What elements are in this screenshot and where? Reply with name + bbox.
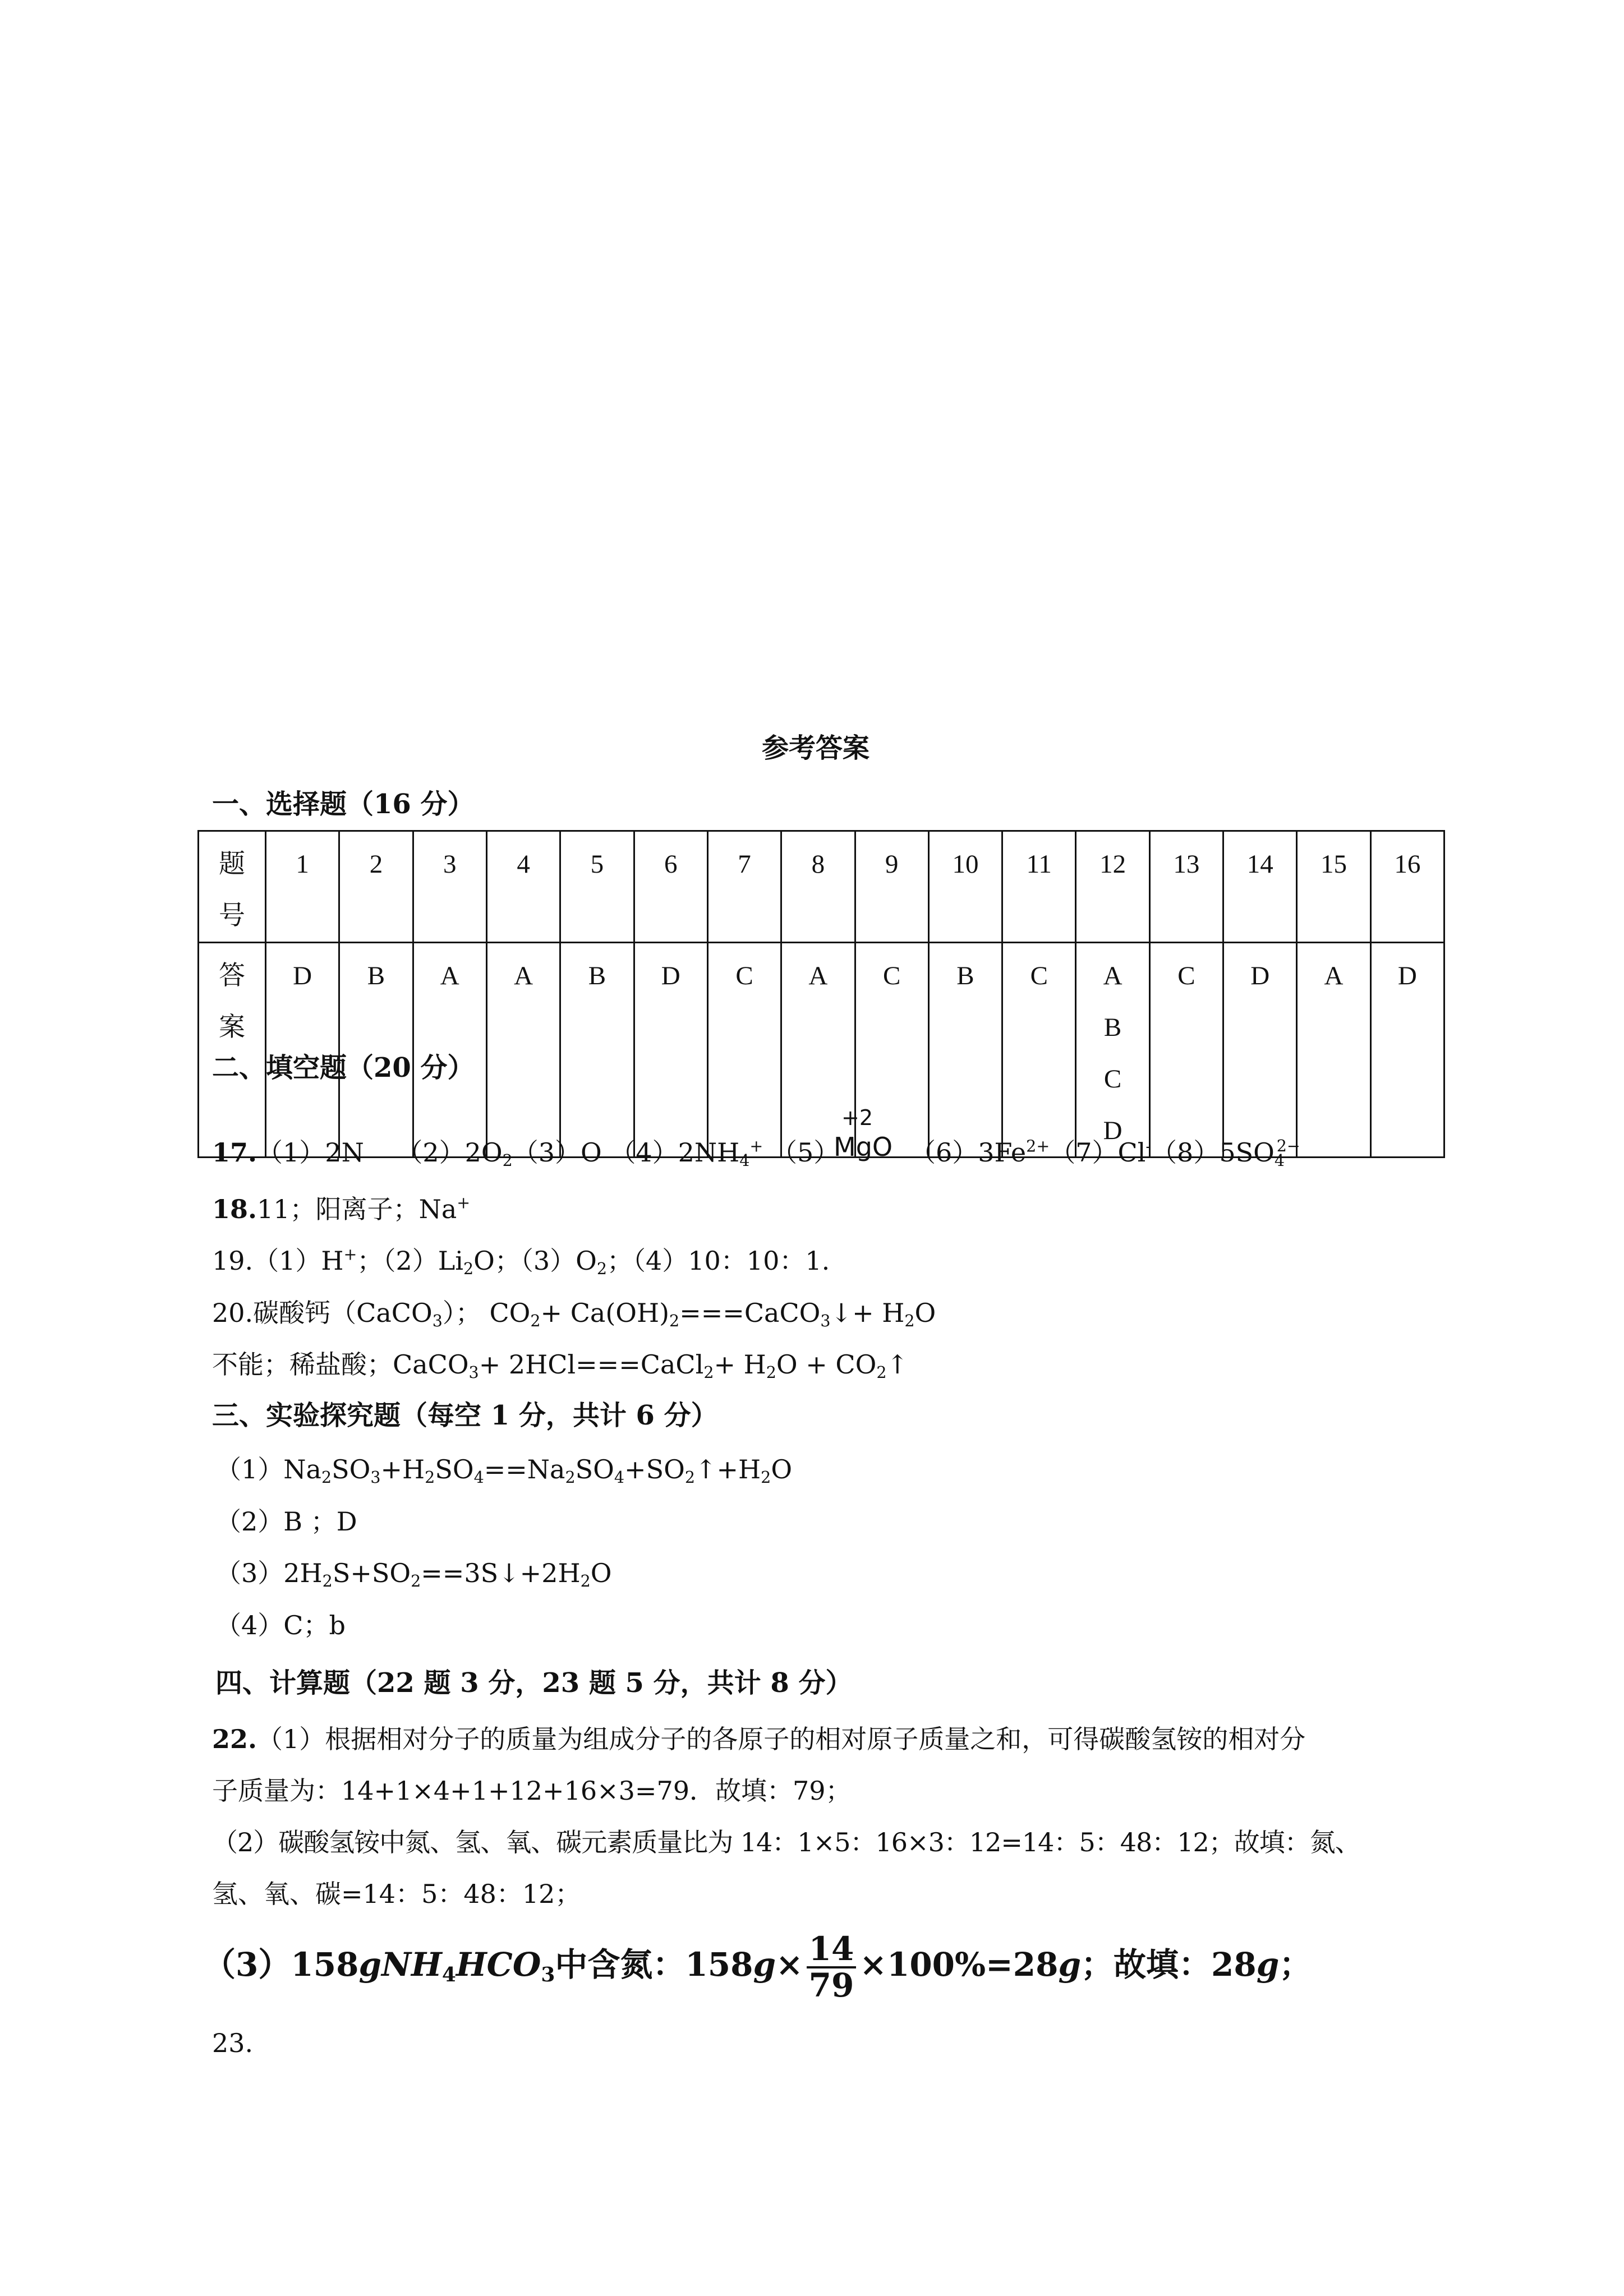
valence-charge: +2 [841,1105,873,1130]
answer-22-line4: 氢、氧、碳=14：5：48：12； [212,1879,581,1909]
wrapped-answer: ABCD [1103,961,1122,1145]
answer-text: ；（2）Li [357,1246,463,1276]
answer-text: + Ca(OH) [540,1298,670,1328]
equation-text: SO [332,1454,371,1484]
section-heading-fill: 二、填空题（20 分） [212,1052,475,1084]
formula-text: ×100%=28 [859,1945,1059,1984]
experiment-2: （2）B ；D [215,1506,357,1537]
unit: g [1256,1945,1280,1984]
equation-text: S+SO [332,1558,411,1588]
answer-text: ↓+ H [830,1298,905,1328]
question-number: 17. [212,1137,257,1168]
experiment-1 [215,1454,793,1487]
row-header-number [199,831,266,943]
answer-text: 11；阳离子；Na [257,1194,457,1224]
equation-text: ==3S↓+2H [421,1558,581,1588]
subscript: 2 [565,1468,576,1487]
subscript: 3 [820,1311,831,1330]
answer-text: O + CO [776,1349,877,1380]
answer-text: 20.碳酸钙（CaCO [212,1298,433,1328]
numerator: 14 [807,1932,857,1968]
table-cell: A [781,943,855,1158]
table-cell: 2 [339,831,413,943]
equation-text: +SO [624,1454,685,1484]
part: （1）2N [257,1137,364,1168]
table-cell: A [486,943,560,1158]
table-cell: 9 [855,831,928,943]
answer-text: ；（4）10：10：1. [607,1246,830,1276]
part: （4）2NH [610,1137,740,1168]
formula-text: HCO [456,1945,541,1984]
answer-text: 19.（1）H [212,1246,344,1276]
subscript: 2 [580,1571,591,1590]
table-cell: D [1370,943,1444,1158]
answer-text: O [914,1298,936,1328]
row-header-text: 答案 [219,961,245,1042]
table-cell: C [1002,943,1076,1158]
answer-text: O；（3）O [473,1246,597,1276]
subscript: 2 [502,1151,513,1170]
table-cell: B [339,943,413,1158]
section-heading-choice: 一、选择题（16 分） [212,789,475,820]
equation-text: SO [575,1454,614,1484]
part: （8）5SO [1151,1137,1275,1168]
subscript: 2 [463,1259,474,1278]
answer-22-line3: （2）碳酸氢铵中氮、氢、氧、碳元素质量比为 14：1×5：16×3：12=14：5：48：12；故填：氮、 [212,1827,1360,1857]
table-cell: 1 [266,831,339,943]
formula-text: × [776,1945,803,1984]
answer-20-line1 [212,1298,936,1330]
page-title: 参考答案 [762,732,870,764]
question-number: 18. [212,1194,257,1224]
subscript: 2 [684,1468,695,1487]
formula-text: NH [381,1945,442,1984]
formula-text: ；故填：28 [1081,1945,1257,1984]
answer-17 [212,1137,840,1170]
answer-text: 不能；稀盐酸；CaCO [212,1349,469,1380]
answer-20-line2 [212,1349,909,1382]
subscript: 3 [468,1363,479,1382]
equation-text: （1）Na [215,1454,321,1484]
formula-text: 中含氮：158 [555,1945,753,1984]
fraction [807,1932,857,2003]
subscript: 2 [766,1363,776,1382]
formula-text: （3）158 [203,1945,359,1984]
subscript: 4 [739,1151,750,1170]
table-cell: 7 [707,831,781,943]
table-cell: B [928,943,1002,1158]
subscript: 3 [432,1311,443,1330]
equation-text: （3）2H [215,1558,323,1588]
subscript: 3 [370,1468,381,1487]
answer-text: + 2HCl===CaCl [479,1349,704,1380]
subscript: 2 [596,1259,607,1278]
table-cell: 14 [1223,831,1297,943]
answer-text: ===CaCO [679,1298,821,1328]
section-heading-calculation: 四、计算题（22 题 3 分，23 题 5 分，共计 8 分） [215,1667,853,1699]
answer-17-continued [910,1137,1300,1170]
table-cell: 12 [1076,831,1149,943]
table-cell: B [560,943,634,1158]
table-cell: A [1297,943,1370,1158]
equation-text: O [590,1558,612,1588]
subscript: 2 [703,1363,714,1382]
table-cell: C [1149,943,1223,1158]
table-cell: D [266,943,339,1158]
superscript: + [457,1193,471,1212]
row-header-answer [199,943,266,1158]
equation-text: ==Na [484,1454,565,1484]
table-cell: 15 [1297,831,1370,943]
part: （7）Cl [1050,1137,1146,1168]
table-cell: 16 [1370,831,1444,943]
table-row [199,831,1444,943]
superscript: + [749,1137,763,1156]
subscript: 2 [876,1363,887,1382]
denominator: 79 [808,1966,854,2004]
superscript: 2− [1276,1137,1300,1156]
answer-text: ）； CO [442,1298,531,1328]
superscript: 2+ [1026,1137,1050,1156]
question-number: 22. [212,1724,257,1754]
table-cell: D [1223,943,1297,1158]
subscript: 2 [761,1468,771,1487]
answer-22-line2: 子质量为：14+1×4+1+12+16×3=79．故填：79； [212,1776,852,1806]
table-cell: 13 [1149,831,1223,943]
superscript: + [343,1245,357,1264]
unit: g [753,1945,776,1984]
experiment-3 [215,1558,612,1590]
answer-23: 23. [212,2028,254,2058]
part: （2）2O [397,1137,503,1168]
table-cell: C [707,943,781,1158]
part: （5） [771,1137,840,1168]
row-header-text: 题号 [219,850,245,930]
table-cell: D [634,943,707,1158]
table-cell: 6 [634,831,707,943]
table-cell: 3 [413,831,486,943]
equation-text: O [771,1454,793,1484]
table-cell: C [855,943,928,1158]
equation-text: +H [380,1454,425,1484]
subscript: 4 [441,1963,456,1987]
subscript: 2 [425,1468,435,1487]
subscript: 2 [669,1311,680,1330]
answer-text: （1）根据相对分子的质量为组成分子的各原子的相对原子质量之和，可得碳酸氢铵的相对分 [257,1724,1306,1754]
experiment-4: （4）C；b [215,1610,346,1640]
table-cell: 11 [1002,831,1076,943]
answer-22-line5 [203,1928,1312,2003]
answer-22-line1 [212,1726,1305,1752]
table-cell: 10 [928,831,1002,943]
section-heading-experiment: 三、实验探究题（每空 1 分，共计 6 分） [212,1400,718,1431]
part: （6）3Fe [910,1137,1027,1168]
answer-18 [212,1193,471,1224]
formula-text: MgO [834,1132,893,1162]
part: （3）O [512,1137,602,1168]
equation-text: ↑+H [694,1454,761,1484]
unit: g [1058,1945,1082,1984]
table-cell: 4 [486,831,560,943]
table-row [199,943,1444,1158]
table-cell: A [413,943,486,1158]
subscript: 2 [904,1311,915,1330]
superscript: - [1145,1137,1152,1156]
subscript: 4 [1274,1151,1285,1170]
answer-text: ↑ [886,1349,909,1380]
answer-table [197,830,1445,1158]
formula-text: ； [1279,1945,1312,1984]
subscript: 2 [530,1311,541,1330]
subscript: 4 [614,1468,625,1487]
table-cell: 8 [781,831,855,943]
subscript: 4 [473,1468,484,1487]
table-cell [1076,943,1152,1158]
answer-19 [212,1245,830,1278]
subscript: 3 [541,1963,555,1987]
mgo-formula [834,1105,893,1162]
unit: g [358,1945,381,1984]
subscript: 2 [411,1571,421,1590]
subscript: 2 [322,1571,333,1590]
table-cell: 5 [560,831,634,943]
subscript: 2 [321,1468,332,1487]
answer-text: + H [714,1349,766,1380]
equation-text: SO [435,1454,474,1484]
